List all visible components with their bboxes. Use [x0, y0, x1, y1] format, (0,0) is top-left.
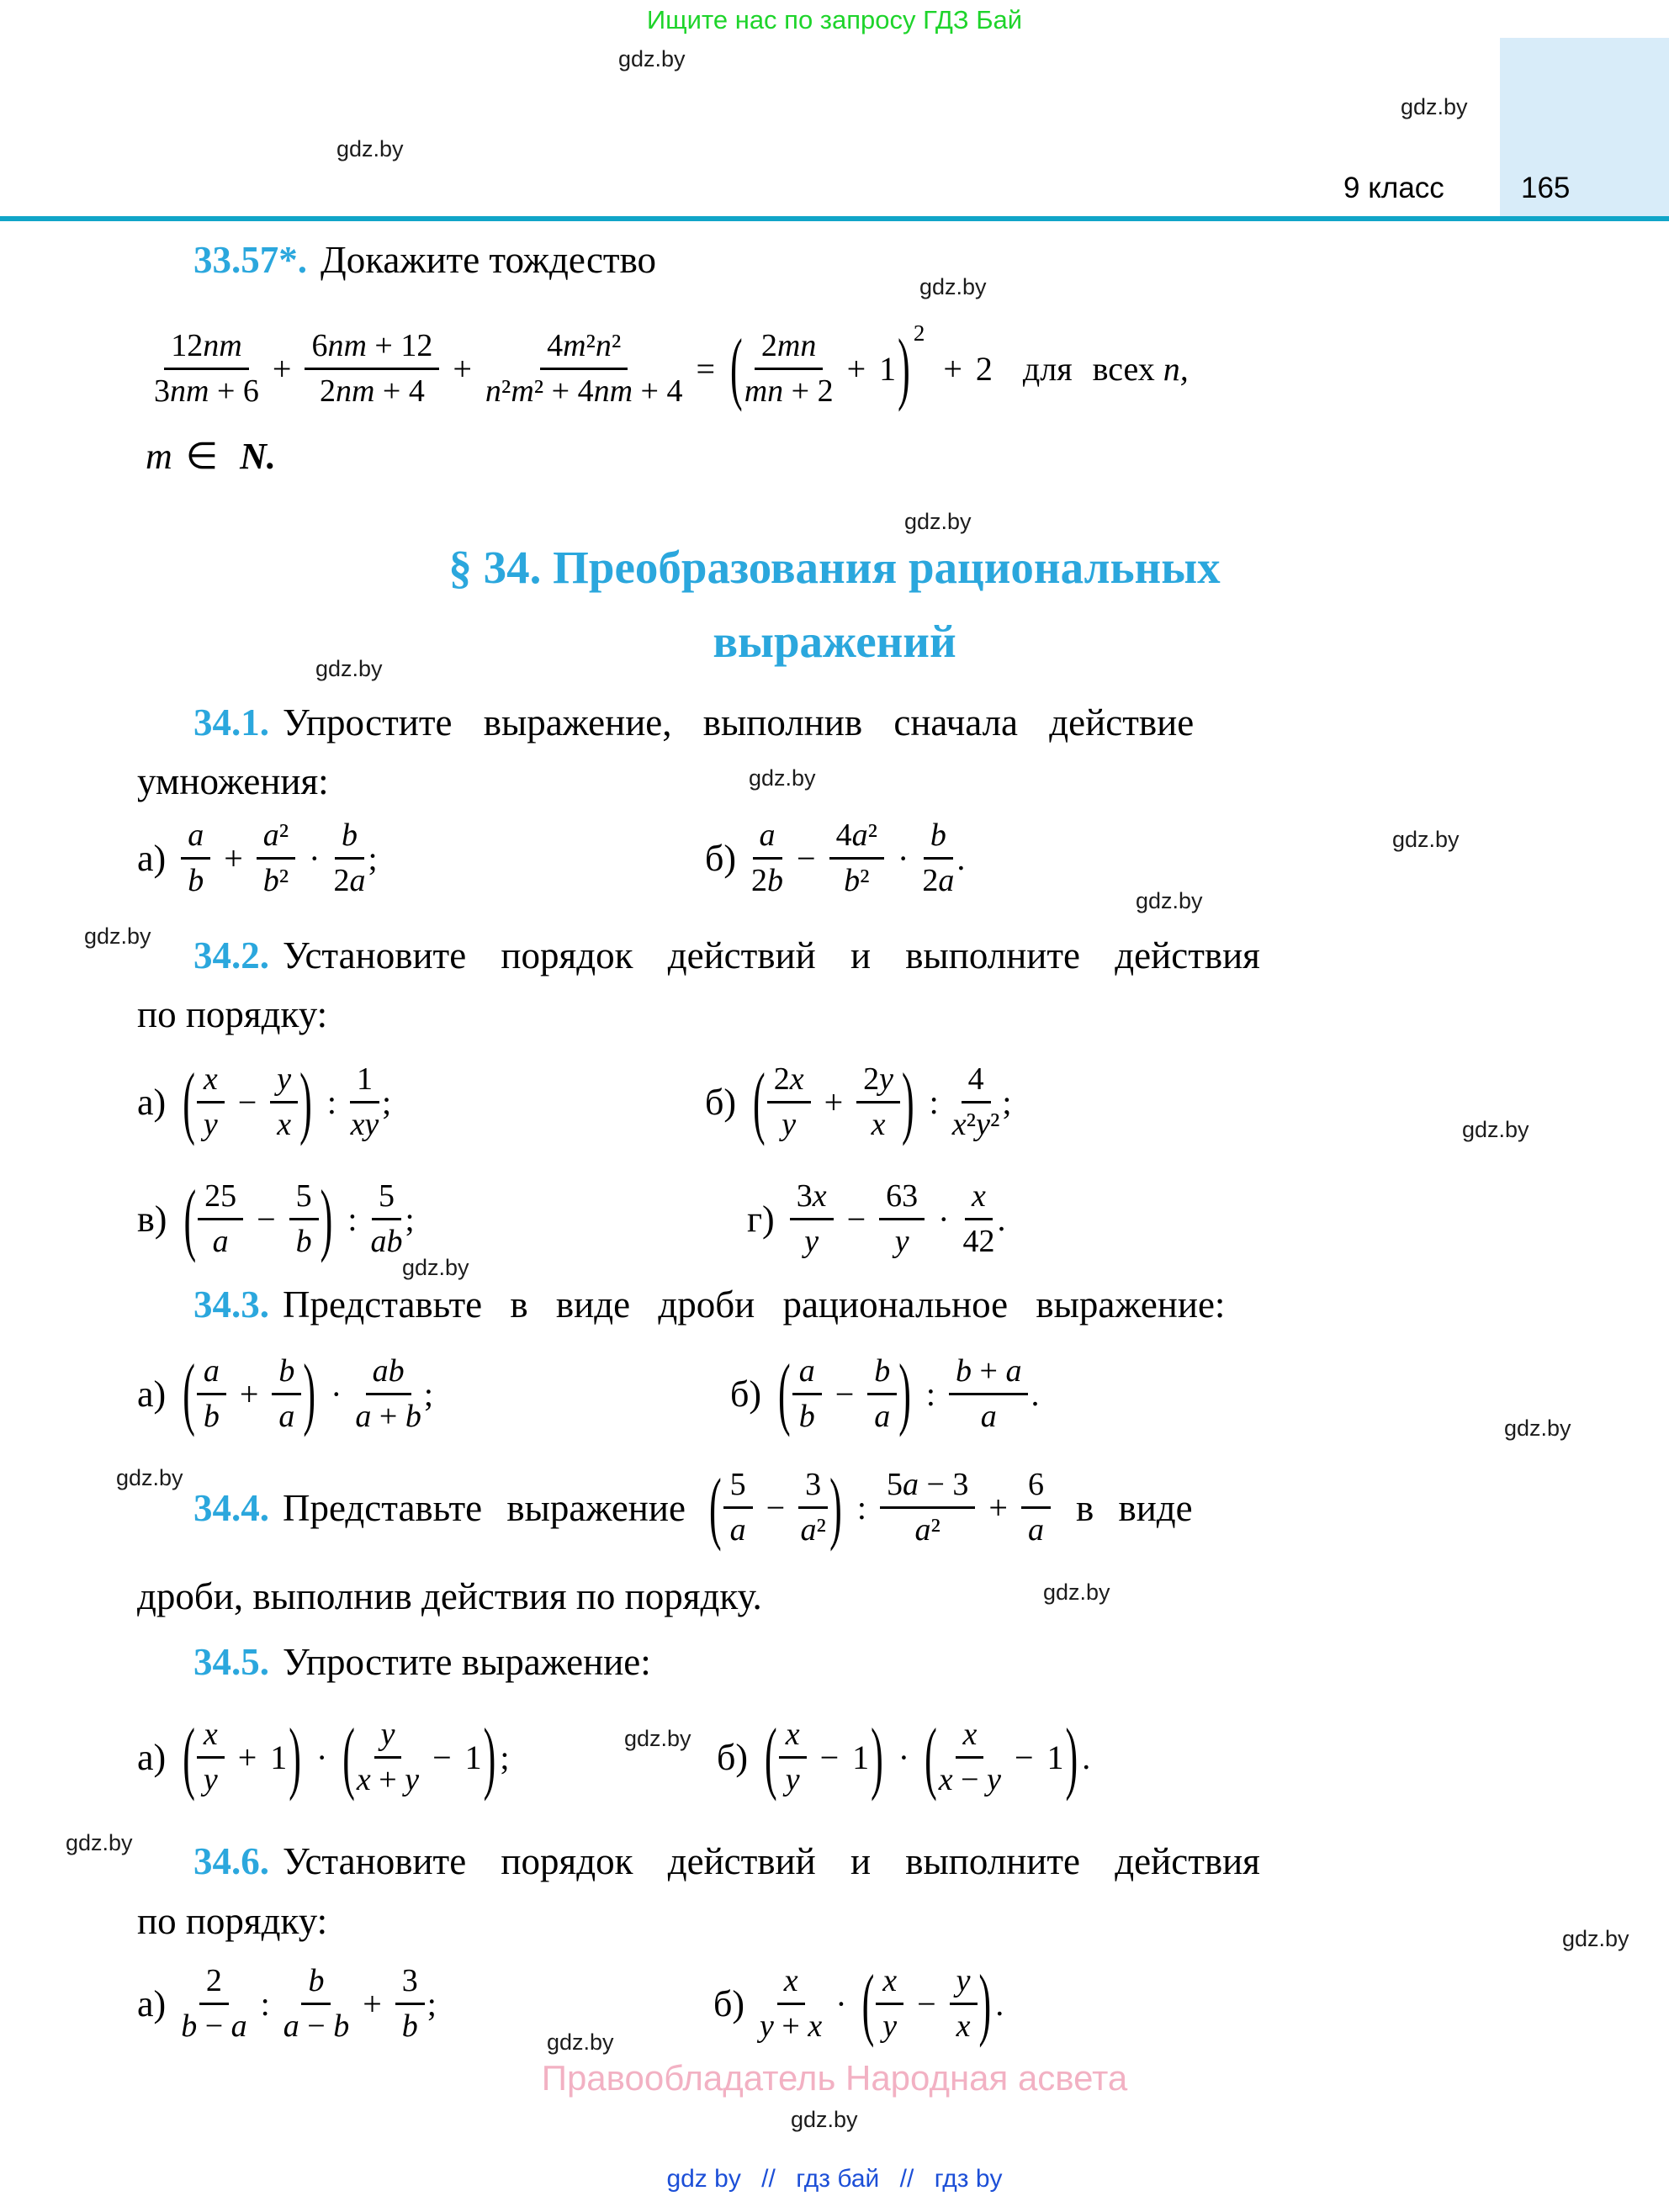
watermark: gdz.by: [1136, 888, 1203, 913]
problem-34-2-title: [193, 934, 1260, 977]
item-label: б): [705, 837, 737, 879]
problem-34-3-item-a: [137, 1343, 433, 1444]
watermark: gdz.by: [1504, 1416, 1571, 1441]
problem-34-5-item-b: [717, 1701, 1090, 1814]
watermark: gdz.by: [1043, 1580, 1110, 1605]
watermark: gdz.by: [402, 1255, 469, 1280]
item-label: б): [713, 1983, 745, 2024]
watermark: gdz.by: [547, 2029, 614, 2055]
item-label: а): [137, 1082, 167, 1123]
link-separator: //: [761, 2165, 776, 2193]
problem-34-6-item-a: [137, 1951, 437, 2056]
problem-text: Установите порядок действий и выполните действия: [283, 934, 1260, 976]
math-expression: ( $\frac{x}{y}$ − $\frac{y}{x}$ ) : $\frac{1}{xy}$ ;: [183, 1056, 392, 1147]
item-label: а): [137, 1737, 167, 1778]
problem-33-57-formula: [154, 310, 1189, 427]
problem-number: 34.6.: [193, 1840, 269, 1882]
problem-text: Докажите тождество: [321, 239, 657, 281]
math-expression: $\frac{a}{2b}$ − $\frac{\text{4a²}}{\text{b²}}$ · $\frac{b}{2a}$ .: [751, 817, 966, 898]
math-expression: $\frac{12nm}{3nm + 6}$ + $\frac{6nm + 12}{2nm + 4}$ + $\frac{\text{4m²n²}}{\text{n²m² + 4nm + 4}}$ = ( $\frac{2mn}{mn + 2}$ + 1 ) 2 + 2 для всех n,: [154, 320, 1189, 413]
section-heading-line2: выражений: [713, 616, 956, 667]
promo-banner-text: Ищите нас по запросу ГДЗ Бай: [646, 5, 1023, 34]
watermark: gdz.by: [1401, 94, 1468, 119]
problem-number: 34.5.: [193, 1641, 269, 1683]
math-expression: $\frac{2}{b - a}$ : $\frac{b}{a - b}$ + $\frac{3}{b}$ ;: [181, 1963, 437, 2044]
item-label: в): [137, 1199, 167, 1240]
copyright-notice: Правообладатель Народная асвета: [541, 2058, 1128, 2098]
section-heading-line1: § 34. Преобразования рациональных: [448, 542, 1221, 593]
problem-34-3-title: [193, 1283, 1225, 1326]
problem-text: Упростите выражение, выполнив сначала действие: [283, 701, 1195, 744]
problem-text: в виде: [1075, 1486, 1193, 1529]
item-label: а): [137, 1373, 167, 1415]
math-expression: $\frac{3x}{y}$ − $\frac{63}{y}$ · $\frac{x}{42}$ .: [790, 1178, 1006, 1259]
problem-text: Установите порядок действий и выполните действия: [283, 1840, 1260, 1882]
problem-34-4-title: [193, 1455, 1193, 1560]
problem-34-2-item-v: [137, 1171, 415, 1267]
header-rule: [0, 216, 1669, 221]
problem-number: 34.3.: [193, 1283, 269, 1326]
watermark: gdz.by: [1462, 1117, 1529, 1142]
problem-34-2-item-a: [137, 1045, 391, 1159]
link-separator: //: [899, 2165, 914, 2193]
problem-34-5-title: [193, 1640, 651, 1684]
math-expression: ( $\frac{2x}{y}$ + $\frac{2y}{x}$ ) : $\frac{4}{\text{x²y²}}$ ;: [753, 1056, 1012, 1147]
watermark: gdz.by: [66, 1830, 133, 1855]
watermark: gdz.by: [84, 923, 151, 949]
problem-34-4-line2: дроби, выполнив действия по порядку.: [137, 1575, 762, 1617]
math-expression: ( $\frac{x}{y}$ + 1 ) · ( $\frac{y}{x + y}$ − 1 ) ;: [183, 1711, 510, 1802]
problem-34-1-text2: умножения:: [137, 760, 329, 802]
problem-34-6-title: [193, 1839, 1260, 1883]
item-label: б): [705, 1082, 737, 1123]
watermark: gdz.by: [919, 274, 987, 299]
math-expression: ( $\frac{25}{a}$ − $\frac{5}{b}$ ) : $\frac{5}{ab}$ ;: [183, 1172, 415, 1264]
footer-link-gdz-by[interactable]: gdz by: [666, 2165, 741, 2193]
item-label: г): [747, 1199, 775, 1240]
math-expression: m ∈ N.: [146, 435, 276, 477]
problem-34-2-item-g: [747, 1171, 1005, 1267]
problem-number: 34.2.: [193, 934, 269, 976]
watermark: gdz.by: [116, 1465, 183, 1490]
problem-34-2-text2: по порядку:: [137, 993, 328, 1035]
watermark: gdz.by: [315, 656, 383, 681]
item-label: а): [137, 1983, 167, 2024]
item-label: б): [717, 1737, 749, 1778]
math-expression: $\frac{a}{b}$ + $\frac{\text{a²}}{\text{b²}}$ · $\frac{b}{2a}$ ;: [181, 818, 377, 898]
math-expression: ( $\frac{5}{a}$ − $\frac{3}{\text{a²}}$ ) : $\frac{5a - 3}{\text{a²}}$ + $\frac{6}{a}$: [707, 1467, 1051, 1548]
problem-number: 34.4.: [193, 1486, 269, 1529]
footer-link-gdz-bai[interactable]: гдз бай: [796, 2165, 880, 2193]
math-expression: ( $\frac{a}{b}$ − $\frac{b}{a}$ ) : $\frac{b + a}{a}$ .: [778, 1347, 1040, 1438]
problem-33-57-title: [193, 238, 656, 282]
problem-text: Упростите выражение:: [283, 1641, 651, 1683]
problem-34-1-title: [193, 701, 1194, 744]
problem-33-57-formula-tail: [137, 431, 276, 481]
problem-34-6-text2: по порядку:: [137, 1900, 328, 1942]
watermark: gdz.by: [1392, 827, 1460, 852]
watermark: gdz.by: [791, 2107, 858, 2132]
problem-34-5-item-a: [137, 1701, 509, 1814]
page-number: 165: [1521, 172, 1571, 204]
problem-34-1-item-a: [137, 807, 378, 908]
item-label: б): [730, 1373, 762, 1415]
math-expression: ( $\frac{x}{y}$ − 1 ) · ( $\frac{x}{x - y}$ − 1 ) .: [765, 1711, 1091, 1802]
watermark: gdz.by: [624, 1726, 691, 1751]
footer-link-gdz-by2[interactable]: гдз by: [934, 2165, 1003, 2193]
problem-34-1-item-b: [705, 807, 965, 908]
math-expression: $\frac{x}{y + x}$ · ( $\frac{x}{y}$ − $\frac{y}{x}$ ) .: [760, 1957, 1004, 2049]
math-expression: ( $\frac{a}{b}$ + $\frac{b}{a}$ ) · $\frac{ab}{a + b}$ ;: [183, 1347, 433, 1438]
problem-text: Представьте в виде дроби рациональное выражение:: [283, 1283, 1226, 1326]
problem-34-3-item-b: [730, 1343, 1039, 1444]
item-label: а): [137, 837, 167, 879]
watermark: gdz.by: [618, 46, 686, 71]
problem-number: 34.1.: [193, 701, 269, 744]
footer-links: [0, 2165, 1669, 2193]
watermark: gdz.by: [749, 765, 816, 791]
problem-34-2-item-b: [705, 1045, 1011, 1159]
problem-text: Представьте выражение: [283, 1486, 686, 1529]
watermark: gdz.by: [904, 509, 972, 534]
watermark: gdz.by: [1562, 1926, 1629, 1951]
watermark: gdz.by: [336, 136, 404, 161]
problem-number: 33.57*.: [193, 239, 307, 281]
problem-34-6-item-b: [713, 1951, 1004, 2056]
grade-label: 9 класс: [1343, 172, 1444, 204]
